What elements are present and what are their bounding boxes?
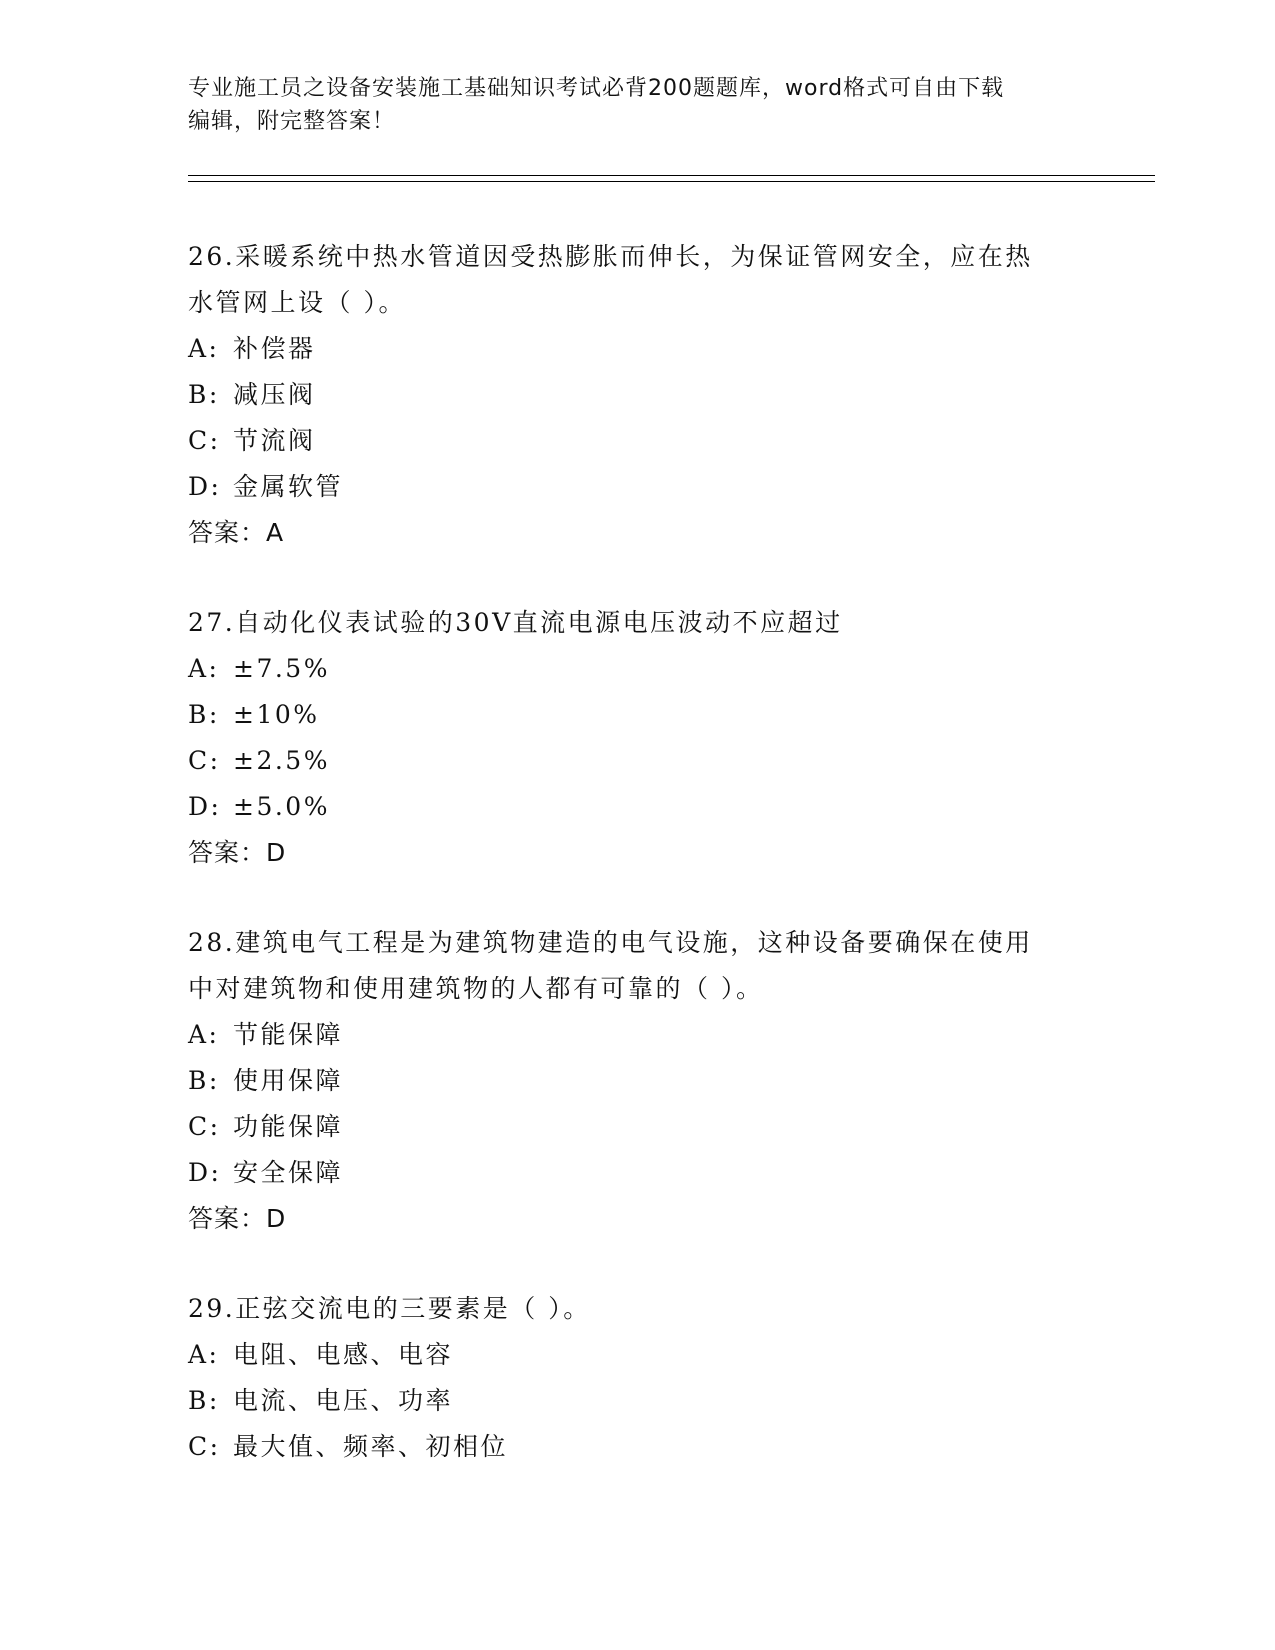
answer-line: 答案：D: [188, 838, 287, 867]
option-key: D:: [188, 1158, 222, 1187]
header-divider-bottom: [188, 181, 1155, 182]
option-key: B:: [188, 1066, 220, 1095]
option-key: C:: [188, 1432, 221, 1461]
header-line-1: 专业施工员之设备安装施工基础知识考试必背200题题库，word格式可自由下载: [188, 76, 1005, 101]
question-28: [188, 920, 1088, 1242]
option-c: [188, 418, 1088, 464]
answer-line: 答案：A: [188, 518, 285, 547]
question-stem-line: 中对建筑物和使用建筑物的人都有可靠的（ ）。: [188, 974, 764, 1003]
question-stem-line: 28.建筑电气工程是为建筑物建造的电气设施，这种设备要确保在使用: [188, 928, 1033, 957]
option-text: ±5.0%: [233, 792, 330, 821]
option-text: 补偿器: [233, 334, 316, 363]
option-key: D:: [188, 792, 222, 821]
option-a: [188, 1332, 1088, 1378]
option-key: A:: [188, 1340, 220, 1369]
answer-line: 答案：D: [188, 1204, 287, 1233]
question-stem-line: 29.正弦交流电的三要素是（ ）。: [188, 1294, 591, 1323]
option-key: D:: [188, 472, 222, 501]
option-d: [188, 784, 1088, 830]
option-text: 金属软管: [233, 472, 344, 501]
option-c: [188, 1424, 1088, 1470]
question-26: [188, 234, 1088, 556]
option-key: A:: [188, 334, 220, 363]
header-divider-top: [188, 175, 1155, 176]
option-text: 使用保障: [233, 1066, 344, 1095]
question-29: [188, 1286, 1088, 1470]
option-key: B:: [188, 380, 220, 409]
question-stem-line: 26.采暖系统中热水管道因受热膨胀而伸长，为保证管网安全，应在热: [188, 242, 1033, 271]
option-a: [188, 646, 1088, 692]
option-a: [188, 326, 1088, 372]
option-b: [188, 372, 1088, 418]
option-d: [188, 1150, 1088, 1196]
option-b: [188, 1378, 1088, 1424]
option-text: 电流、电压、功率: [233, 1386, 454, 1415]
question-stem-line: 水管网上设（ ）。: [188, 288, 406, 317]
option-text: 最大值、频率、初相位: [233, 1432, 509, 1461]
option-d: [188, 464, 1088, 510]
question-stem-line: 27.自动化仪表试验的30V直流电源电压波动不应超过: [188, 608, 843, 637]
option-key: C:: [188, 426, 221, 455]
option-text: ±7.5%: [233, 654, 330, 683]
question-27: [188, 600, 1088, 876]
option-text: 功能保障: [233, 1112, 344, 1141]
option-b: [188, 692, 1088, 738]
option-text: 节能保障: [233, 1020, 344, 1049]
option-key: B:: [188, 1386, 220, 1415]
option-key: A:: [188, 1020, 220, 1049]
option-text: 节流阀: [233, 426, 316, 455]
option-key: A:: [188, 654, 220, 683]
option-c: [188, 738, 1088, 784]
option-key: B:: [188, 700, 220, 729]
option-text: 减压阀: [233, 380, 316, 409]
option-c: [188, 1104, 1088, 1150]
option-key: C:: [188, 1112, 221, 1141]
option-text: 安全保障: [233, 1158, 344, 1187]
option-key: C:: [188, 746, 221, 775]
option-text: ±10%: [233, 700, 320, 729]
document-header: [188, 72, 1078, 138]
option-b: [188, 1058, 1088, 1104]
header-line-2: 编辑，附完整答案！: [188, 109, 396, 134]
option-a: [188, 1012, 1088, 1058]
option-text: ±2.5%: [233, 746, 330, 775]
option-text: 电阻、电感、电容: [233, 1340, 454, 1369]
